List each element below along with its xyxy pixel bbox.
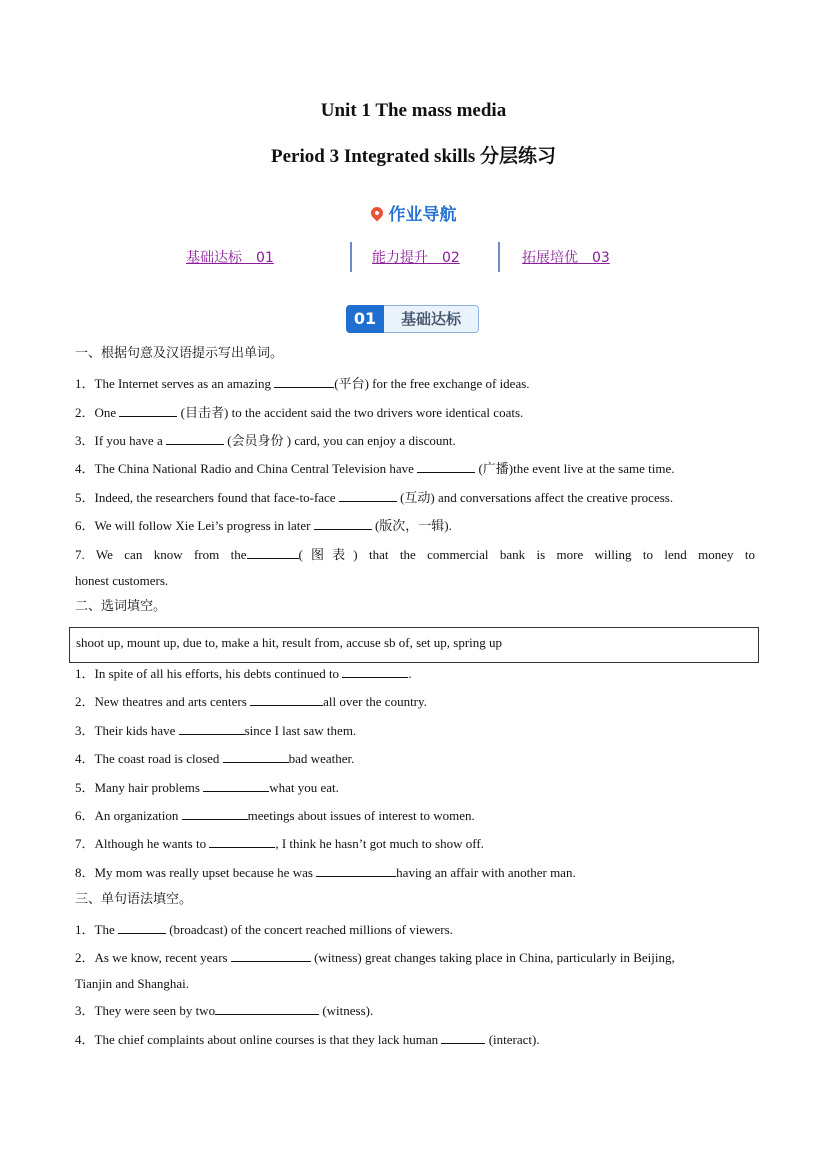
section-heading-3: 三、单句语法填空。	[75, 892, 193, 907]
question-item	[75, 404, 755, 421]
question-text: (广播)the event live at the same time.	[475, 461, 675, 476]
answer-blank[interactable]	[339, 489, 397, 502]
question-item	[75, 432, 755, 449]
question-text: 7．Although he wants to	[75, 836, 210, 851]
question-text: 2．As we know, recent years	[75, 950, 231, 965]
question-text: 3．They were seen by two	[75, 1003, 216, 1018]
question-text: having an affair with another man.	[396, 865, 576, 880]
answer-blank[interactable]	[247, 546, 299, 559]
question-text: (版次，一辑).	[371, 518, 452, 533]
question-text: 8．My mom was really upset because he was	[75, 865, 317, 880]
answer-blank[interactable]	[231, 949, 311, 962]
nav-divider	[498, 242, 500, 272]
location-pin-icon	[368, 205, 385, 222]
question-item	[75, 460, 755, 477]
question-item	[75, 693, 755, 710]
answer-blank[interactable]	[314, 517, 372, 530]
answer-blank[interactable]	[342, 665, 408, 678]
question-text: 3．If you have a	[75, 433, 166, 448]
question-text: 2．New theatres and arts centers	[75, 694, 251, 709]
word-bank	[69, 627, 759, 663]
question-text: (平台) for the free exchange of ideas.	[334, 376, 530, 391]
question-text: (witness).	[319, 1003, 374, 1018]
badge-number: 01	[346, 305, 384, 333]
question-text: bad weather.	[288, 751, 355, 766]
answer-blank[interactable]	[417, 460, 475, 473]
question-item	[75, 722, 755, 739]
question-text: 5．Many hair problems	[75, 780, 204, 795]
section-heading-2: 二、选词填空。	[75, 599, 167, 614]
nav-link-basic[interactable]: 基础达标 01	[186, 250, 274, 266]
question-item	[75, 835, 755, 852]
question-text: (broadcast) of the concert reached millions of viewers.	[165, 922, 453, 937]
question-text: 4．The China National Radio and China Central Television have	[75, 461, 418, 476]
question-item	[75, 489, 755, 506]
nav-link-advanced[interactable]: 拓展培优 03	[522, 250, 610, 266]
question-text: (会员身份 ) card, you can enjoy a discount.	[223, 433, 456, 448]
document-title: Unit 1 The mass media	[320, 100, 507, 121]
question-text: what you eat.	[269, 780, 339, 795]
question-item	[75, 1002, 755, 1019]
nav-link-ability[interactable]: 能力提升 02	[372, 250, 460, 266]
question-text: 6．We will follow Xie Lei’s progress in later	[75, 518, 314, 533]
question-text: 1．The	[75, 922, 118, 937]
question-text: (witness) great changes taking place in China, particularly in Beijing,	[310, 950, 675, 965]
document-subtitle: Period 3 Integrated skills 分层练习	[271, 146, 556, 167]
answer-blank[interactable]	[166, 432, 224, 445]
question-text: 4．The coast road is closed	[75, 751, 223, 766]
question-text: all over the country.	[323, 694, 427, 709]
badge-label: 基础达标	[384, 305, 479, 333]
question-text: 4．The chief complaints about online courses is that they lack human	[75, 1032, 442, 1047]
answer-blank[interactable]	[441, 1031, 485, 1044]
homework-nav	[0, 242, 827, 272]
question-text: , I think he hasn’t got much to show off.	[275, 836, 484, 851]
question-item	[75, 546, 755, 563]
question-item	[75, 665, 755, 682]
answer-blank[interactable]	[209, 835, 275, 848]
question-item	[75, 949, 755, 966]
answer-blank[interactable]	[223, 750, 289, 763]
answer-blank[interactable]	[118, 921, 166, 934]
question-text: meetings about issues of interest to women.	[247, 808, 475, 823]
question-text: (目击者) to the accident said the two drivers wore identical coats.	[177, 405, 524, 420]
question-text: 2．One	[75, 405, 120, 420]
section-heading-1: 一、根据句意及汉语提示写出单词。	[75, 346, 284, 361]
question-text: 3．Their kids have	[75, 723, 179, 738]
question-text: 5．Indeed, the researchers found that face-to-face	[75, 490, 339, 505]
question-text: 1．In spite of all his efforts, his debts continued to	[75, 666, 343, 681]
word-bank-text: shoot up, mount up, due to, make a hit, result from, accuse sb of, set up, spring up	[76, 635, 503, 650]
question-item	[75, 750, 755, 767]
homework-nav-heading	[0, 200, 827, 225]
question-text: (互动) and conversations affect the creative process.	[396, 490, 674, 505]
question-item	[75, 779, 755, 796]
question-item	[75, 517, 755, 534]
question-text: (图表) that the commercial bank is more willing to lend money to	[298, 547, 755, 562]
question-item	[75, 375, 755, 392]
question-text: (interact).	[485, 1032, 540, 1047]
answer-blank[interactable]	[215, 1002, 319, 1015]
question-item	[75, 807, 755, 824]
answer-blank[interactable]	[274, 375, 334, 388]
question-text: 7. We can know from the	[75, 547, 247, 562]
question-item	[75, 921, 755, 938]
question-text: .	[408, 666, 412, 681]
question-item	[75, 864, 755, 881]
nav-heading-text: 作业导航	[388, 205, 457, 225]
question-text: since I last saw them.	[244, 723, 357, 738]
question-continuation: honest customers.	[75, 573, 169, 588]
answer-blank[interactable]	[179, 722, 245, 735]
question-text: 1．The Internet serves as an amazing	[75, 376, 275, 391]
question-text: 6．An organization	[75, 808, 182, 823]
question-item	[75, 1031, 755, 1048]
answer-blank[interactable]	[119, 404, 177, 417]
answer-blank[interactable]	[182, 807, 248, 820]
section-badge	[346, 305, 480, 333]
answer-blank[interactable]	[316, 864, 396, 877]
nav-divider	[350, 242, 352, 272]
question-continuation: Tianjin and Shanghai.	[75, 976, 189, 991]
answer-blank[interactable]	[250, 693, 323, 706]
answer-blank[interactable]	[203, 779, 269, 792]
